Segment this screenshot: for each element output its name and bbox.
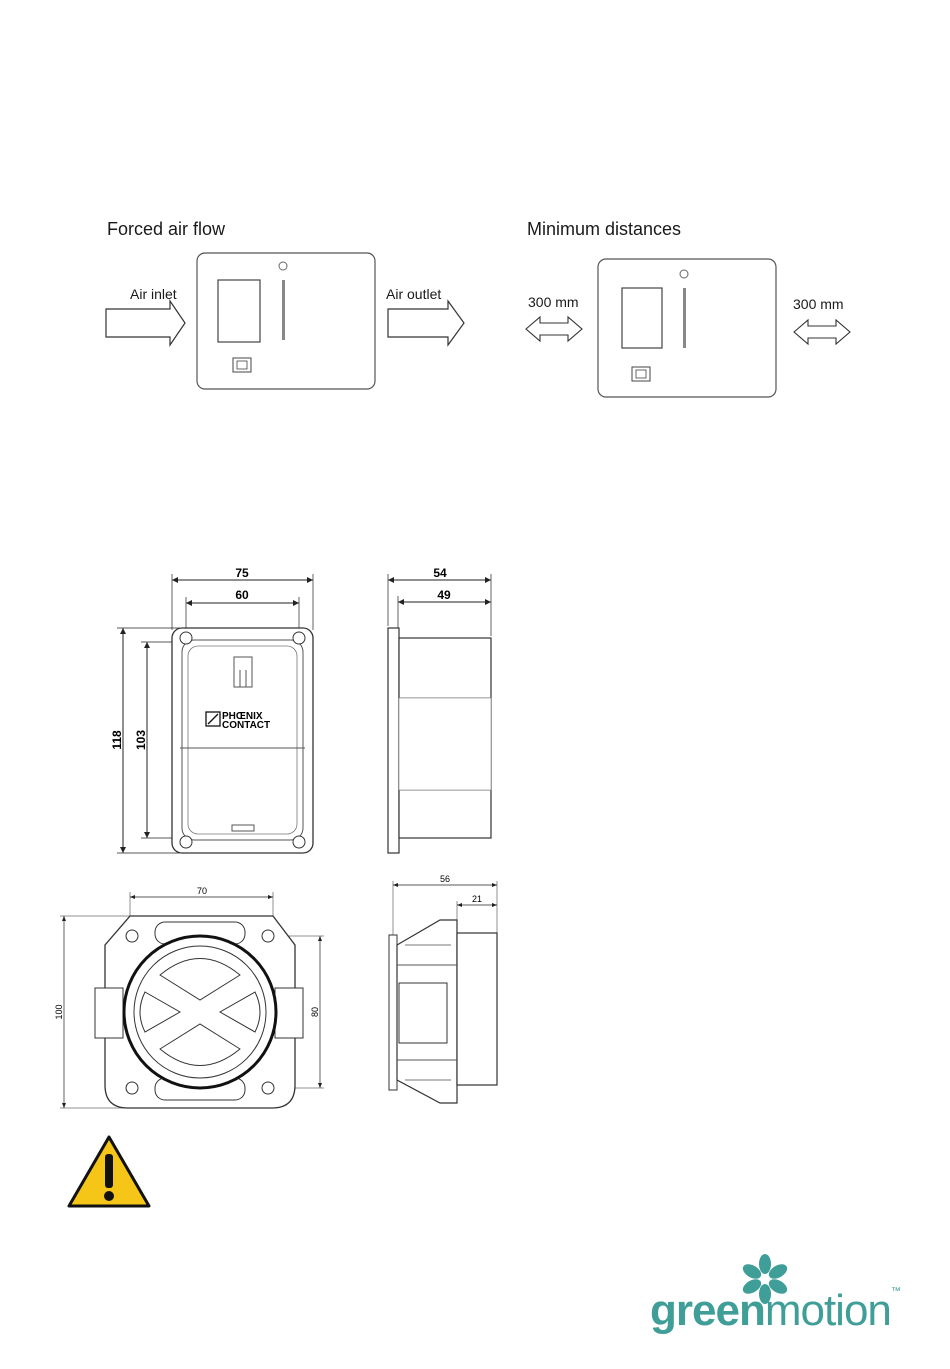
dim-80: 80 [310, 1006, 320, 1018]
device-slot [282, 280, 285, 340]
air-inlet-label: Air inlet [130, 286, 177, 302]
dim-49: 49 [437, 588, 451, 602]
brand-trademark: ™ [890, 1286, 900, 1297]
dim-100: 100 [54, 1004, 64, 1020]
dimension-drawing-front-1 [100, 560, 340, 860]
brand-word-motion: motion [764, 1286, 891, 1335]
device-led [279, 262, 287, 270]
dim-54: 54 [433, 566, 447, 580]
phoenix-logo-text-2: CONTACT [222, 720, 271, 731]
minimum-distances-title: Minimum distances [527, 219, 682, 239]
brand-logo [650, 1286, 900, 1336]
dimension-drawing-side-1 [380, 560, 500, 860]
dim-118: 118 [110, 730, 124, 750]
forced-air-flow-diagram [100, 245, 480, 395]
dim-70: 70 [196, 886, 208, 896]
dimension-drawing-side-2 [385, 875, 505, 1110]
air-outlet-label: Air outlet [386, 286, 442, 302]
distance-left-arrow [526, 317, 582, 341]
warning-triangle-icon [66, 1134, 152, 1210]
forced-air-flow-title: Forced air flow [107, 219, 226, 239]
distance-right-arrow [794, 320, 850, 344]
distance-left-label: 300 mm [528, 294, 579, 310]
phoenix-logo-text-1: PHŒNIX [222, 711, 263, 722]
distance-right-label: 300 mm [793, 296, 844, 312]
minimum-distances-diagram [520, 255, 860, 405]
air-inlet-arrow [106, 301, 185, 345]
dim-75: 75 [235, 566, 249, 580]
dim-103: 103 [134, 729, 148, 751]
dim-56: 56 [439, 875, 451, 884]
dimension-drawing-front-2 [50, 880, 340, 1115]
brand-word-green: green [650, 1286, 765, 1335]
device-window [622, 288, 662, 348]
device-window [218, 280, 260, 342]
air-outlet-arrow [388, 301, 464, 345]
device-slot [683, 288, 686, 348]
device-led [680, 270, 688, 278]
dim-21: 21 [471, 894, 483, 904]
dim-60: 60 [235, 588, 249, 602]
